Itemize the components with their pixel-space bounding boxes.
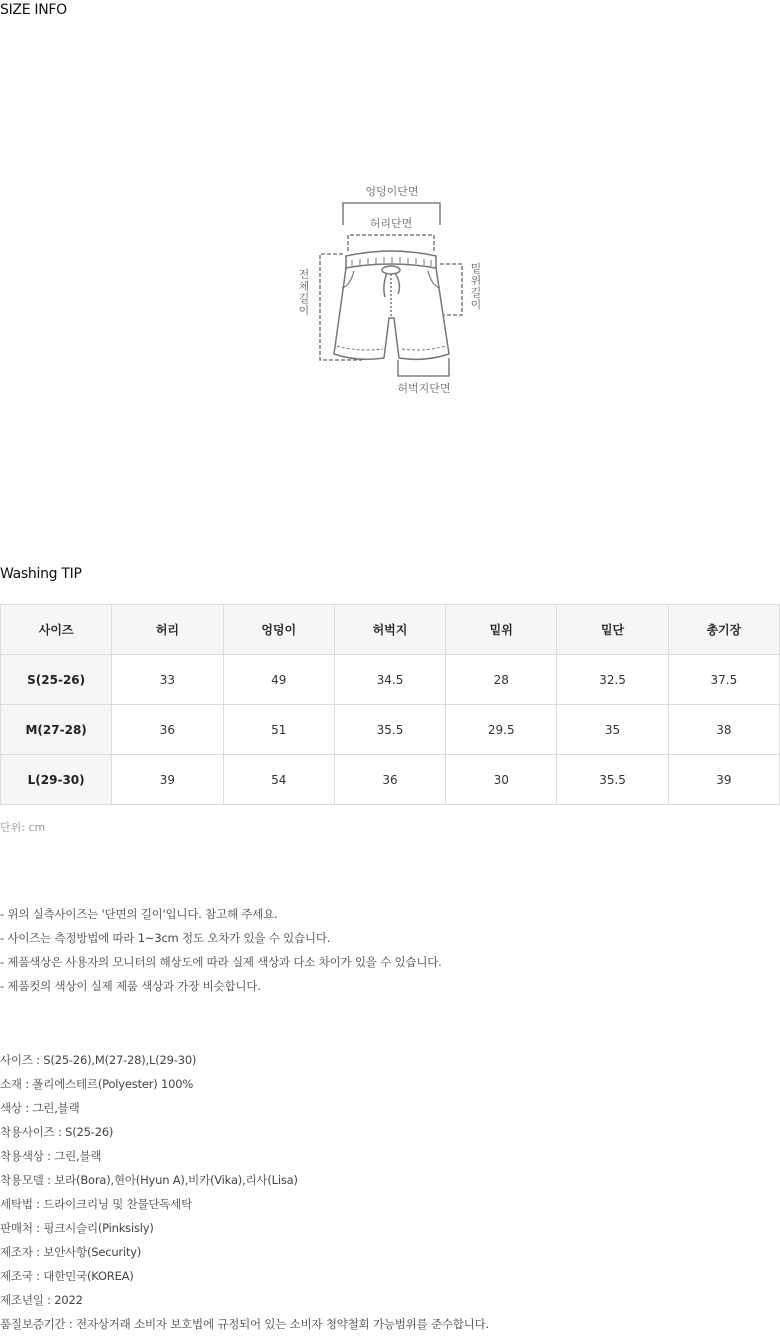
table-cell: 39 — [112, 755, 223, 805]
size-notes-list — [0, 905, 442, 1001]
note-item: - 위의 실측사이즈는 '단면의 길이'입니다. 참고해 주세요. — [0, 907, 278, 921]
note-item: - 사이즈는 측정방법에 따라 1~3cm 정도 오차가 있을 수 있습니다. — [0, 931, 331, 945]
table-row — [1, 755, 780, 805]
note-item: - 제품색상은 사용자의 모니터의 해상도에 따라 실제 색상과 다소 차이가 있을 수 있습니다. — [0, 955, 442, 969]
table-header-cell: 허벅지 — [334, 605, 445, 655]
info-item: 판매처 : 핑크시슬리(Pinksisly) — [0, 1221, 154, 1235]
table-header-cell: 총기장 — [668, 605, 779, 655]
table-header-cell: 사이즈 — [1, 605, 112, 655]
table-cell: 35.5 — [334, 705, 445, 755]
info-item: 착용사이즈 : S(25-26) — [0, 1125, 114, 1139]
table-cell: 38 — [668, 705, 779, 755]
table-cell: 49 — [223, 655, 334, 705]
unit-note: 단위: cm — [0, 821, 46, 834]
table-cell: 33 — [112, 655, 223, 705]
table-row — [1, 705, 780, 755]
info-item: 제조자 : 보안사항(Security) — [0, 1245, 142, 1259]
table-cell-size: L(29-30) — [1, 755, 112, 805]
table-cell: 28 — [446, 655, 557, 705]
info-item: 착용모델 : 보라(Bora),현아(Hyun A),비카(Vika),리사(Lisa) — [0, 1173, 298, 1187]
size-info-title: SIZE INFO — [0, 2, 67, 18]
washing-tip-title: Washing TIP — [0, 566, 82, 582]
note-item: - 제품컷의 색상이 실제 제품 색상과 가장 비슷합니다. — [0, 979, 261, 993]
table-cell-size: M(27-28) — [1, 705, 112, 755]
table-cell: 34.5 — [334, 655, 445, 705]
table-cell: 35.5 — [557, 755, 668, 805]
table-cell: 30 — [446, 755, 557, 805]
rise-label: 밑 위 길 이 — [470, 262, 482, 311]
info-item: 사이즈 : S(25-26),M(27-28),L(29-30) — [0, 1053, 197, 1067]
table-cell: 36 — [334, 755, 445, 805]
table-cell: 54 — [223, 755, 334, 805]
waist-label: 허리단면 — [369, 217, 413, 230]
info-item: 소재 : 폴리에스테르(Polyester) 100% — [0, 1077, 194, 1091]
info-item: 세탁법 : 드라이크리닝 및 찬물단독세탁 — [0, 1197, 193, 1211]
info-item: 제조국 : 대한민국(KOREA) — [0, 1269, 134, 1283]
table-cell: 36 — [112, 705, 223, 755]
table-cell: 51 — [223, 705, 334, 755]
total-length-label: 전 체 길 이 — [298, 268, 310, 317]
size-table — [0, 604, 780, 805]
info-item: 제조년일 : 2022 — [0, 1293, 83, 1307]
shorts-size-diagram — [290, 176, 490, 402]
thigh-label: 허벅지단면 — [397, 382, 451, 395]
table-cell: 32.5 — [557, 655, 668, 705]
table-header-cell: 허리 — [112, 605, 223, 655]
hip-label: 엉덩이단면 — [365, 185, 419, 198]
info-item: 착용색상 : 그린,블랙 — [0, 1149, 102, 1163]
info-item: 색상 : 그린,블랙 — [0, 1101, 80, 1115]
info-item: 품질보증기간 : 전자상거래 소비자 보호법에 규정되어 있는 소비자 청약철회 가능범위를 준수합니다. — [0, 1317, 489, 1331]
table-row — [1, 655, 780, 705]
table-cell: 37.5 — [668, 655, 779, 705]
table-header-cell: 밑위 — [446, 605, 557, 655]
table-cell: 29.5 — [446, 705, 557, 755]
table-header-cell: 엉덩이 — [223, 605, 334, 655]
product-info-list — [0, 1051, 489, 1339]
table-header-cell: 밑단 — [557, 605, 668, 655]
table-header-row — [1, 605, 780, 655]
table-cell-size: S(25-26) — [1, 655, 112, 705]
table-cell: 39 — [668, 755, 779, 805]
table-cell: 35 — [557, 705, 668, 755]
shorts-illustration — [334, 251, 449, 359]
